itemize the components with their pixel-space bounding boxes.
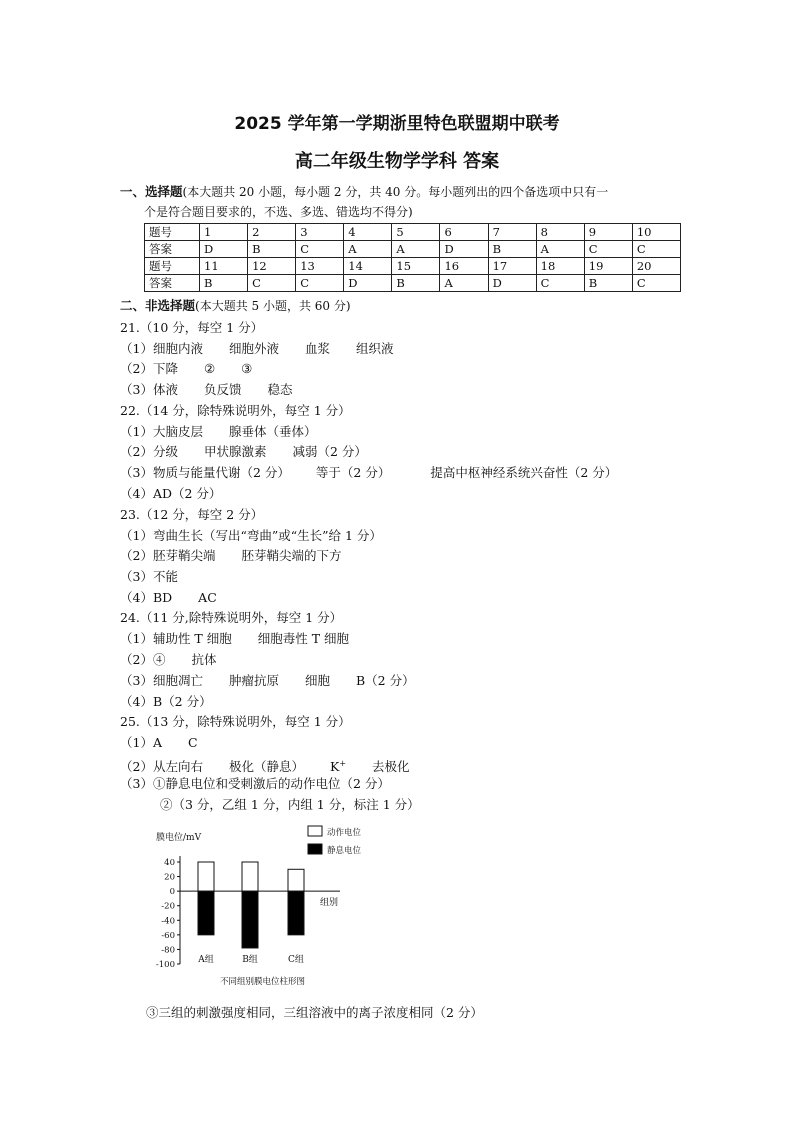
answer-text: 等于（2 分） [315,465,391,480]
section1-note-line2: 个是符合题目要求的，不选、多选、错选均不得分) [144,205,413,219]
answer-text: （1）A [120,735,162,750]
y-tick-label: -60 [161,930,175,941]
table-row-header: 答案 [145,241,200,258]
table-cell: C [248,275,296,292]
y-tick-label: 40 [164,858,175,868]
x-category-label: B组 [242,955,258,965]
q23-answer-2 [120,548,341,564]
table-cell: D [200,241,248,258]
answer-text: （1）辅助性 T 细胞 [120,631,232,646]
q25-answer-2 [120,756,410,775]
q21-answer-2 [120,361,252,377]
table-cell: 16 [440,258,488,275]
resting-potential-bar [198,891,214,935]
q23-answer-3: （3）不能 [120,569,178,584]
table-cell: 3 [296,224,344,241]
q22-head: 22.（14 分，除特殊说明外，每空 1 分） [120,403,351,418]
action-potential-bar [288,869,304,891]
table-row [145,258,681,275]
legend-label: 静息电位 [327,846,362,856]
q22-answer-2 [120,444,367,460]
table-cell: 2 [248,224,296,241]
answer-text: 稳态 [267,382,293,397]
section1-line1 [120,184,608,200]
table-cell: 1 [200,224,248,241]
answer-text: B（2 分） [356,673,415,688]
table-cell: 4 [344,224,392,241]
table-cell: D [440,241,488,258]
q24-head: 24.（11 分,除特殊说明外，每空 1 分） [120,610,343,625]
resting-potential-bar [242,891,258,948]
table-cell: 12 [248,258,296,275]
table-cell: B [584,275,632,292]
table-cell: A [392,241,440,258]
table-cell: C [632,241,680,258]
answer-text: （1）大脑皮层 [120,424,203,439]
table-cell: B [248,241,296,258]
answer-text: （1）细胞内液 [120,341,203,356]
answer-text: 抗体 [191,652,217,667]
table-cell: D [488,275,536,292]
table-cell: C [296,275,344,292]
table-cell: B [392,275,440,292]
answer-text: K [329,759,340,775]
answer-text: 甲状腺激素 [203,444,267,459]
membrane-potential-bar-chart [140,820,380,990]
q21-answer-3 [120,382,292,398]
q23-answer-4 [120,590,217,606]
table-cell: 6 [440,224,488,241]
section1-note: (本大题共 20 小题，每小题 2 分，共 40 分。每小题列出的四个备选项中只有一 [182,185,609,199]
table-cell: A [440,275,488,292]
resting-potential-bar [288,891,304,935]
q22-answer-4: （4）AD（2 分） [120,486,222,501]
answer-text: （2）④ [120,652,166,667]
answer-text: 组织液 [356,341,394,356]
legend-swatch [308,844,322,854]
x-category-label: C组 [288,955,304,965]
q23-answer-1: （1）弯曲生长（写出“弯曲”或“生长”给 1 分） [120,528,382,543]
q25-answer-3c: ③三组的刺激强度相同，三组溶液中的离子浓度相同（2 分） [146,1005,483,1020]
table-cell: 13 [296,258,344,275]
q24-answer-1 [120,631,349,647]
answer-text: （2）下降 [120,361,178,376]
section2-note: (本大题共 5 小题，共 60 分) [195,299,351,313]
answer-text: ② [203,361,216,376]
answer-text: （3）物质与能量代谢（2 分） [120,465,290,480]
table-cell: 14 [344,258,392,275]
answer-text: （4）BD [120,590,173,605]
section2-heading: 二、非选择题 [120,298,196,313]
table-row [145,241,681,258]
y-tick-label: 0 [169,887,175,898]
answer-text: C [187,735,198,750]
table-cell: 9 [584,224,632,241]
table-cell: 8 [536,224,584,241]
table-cell: 11 [200,258,248,275]
answer-text: 提高中枢神经系统兴奋性（2 分） [430,465,618,480]
q21-head: 21.（10 分，每空 1 分） [120,320,264,335]
x-category-label: A组 [198,955,214,965]
table-cell: 15 [392,258,440,275]
q25-answer-3b: ②（3 分，乙组 1 分，内组 1 分，标注 1 分） [160,797,420,812]
action-potential-bar [198,862,214,891]
y-tick-label: -80 [161,945,175,956]
answer-text: 细胞外液 [228,341,279,356]
section1-heading: 一、选择题 [120,184,183,199]
table-cell: 10 [632,224,680,241]
table-cell: C [632,275,680,292]
answer-text: 细胞 [304,673,330,688]
table-cell: 5 [392,224,440,241]
answer-text: 血浆 [304,341,330,356]
action-potential-bar [242,862,258,891]
q24-answer-2 [120,652,216,668]
answer-table [144,223,681,292]
table-cell: A [344,241,392,258]
answer-text: （3）细胞凋亡 [120,673,203,688]
answer-text: AC [198,590,217,605]
table-cell: 17 [488,258,536,275]
table-cell: C [296,241,344,258]
table-cell: 19 [584,258,632,275]
y-tick-label: 20 [164,872,175,883]
table-cell: D [344,275,392,292]
answer-text: （2）胚芽鞘尖端 [120,548,216,563]
exam-subtitle: 高二年级生物学学科 答案 [294,151,500,172]
table-cell: C [536,275,584,292]
answer-text: 极化（静息） [228,759,304,775]
q24-answer-4: （4）B（2 分） [120,694,212,709]
y-tick-label: -40 [161,916,175,927]
answer-text: 细胞毒性 T 细胞 [257,631,350,646]
table-row-header: 题号 [145,258,200,275]
answer-text: 去极化 [372,759,410,775]
answer-text: 胚芽鞘尖端的下方 [241,548,342,563]
table-row-header: 答案 [145,275,200,292]
legend-swatch [308,826,322,836]
y-axis-label: 膜电位/mV [156,833,202,843]
q25-answer-1 [120,735,198,751]
table-cell: B [488,241,536,258]
q24-answer-3 [120,673,415,689]
answer-text: 肿瘤抗原 [228,673,279,688]
answer-text: （3）体液 [120,382,178,397]
table-row-header: 题号 [145,224,200,241]
section2-line [120,298,351,314]
q22-answer-3 [120,465,617,481]
answer-text: 腺垂体（垂体） [228,424,317,439]
answer-text: 减弱（2 分） [292,444,367,459]
answer-text: （2）分级 [120,444,178,459]
table-cell: 18 [536,258,584,275]
q25-head: 25.（13 分，除特殊说明外，每空 1 分） [120,714,351,729]
table-cell: 7 [488,224,536,241]
answer-text: ③ [241,361,253,376]
table-row [145,224,681,241]
table-cell: 20 [632,258,680,275]
superscript-plus: + [339,759,347,768]
table-cell: A [536,241,584,258]
q23-head: 23.（12 分，每空 2 分） [120,507,264,522]
q22-answer-1 [120,424,316,440]
y-tick-label: -100 [155,960,175,970]
x-axis-label: 组别 [320,898,339,909]
answer-text: （2）从左向右 [120,759,203,775]
q25-answer-3: （3）①静息电位和受刺激后的动作电位（2 分） [120,776,390,791]
exam-title: 2025 学年第一学期浙里特色联盟期中联考 [234,114,560,134]
table-row [145,275,681,292]
answer-text: 负反馈 [203,382,242,397]
legend-label: 动作电位 [327,828,362,838]
table-cell: C [584,241,632,258]
q21-answer-1 [120,341,394,357]
chart-title: 不同组别膜电位柱形图 [220,977,306,987]
table-cell: B [200,275,248,292]
y-tick-label: -20 [161,901,175,912]
